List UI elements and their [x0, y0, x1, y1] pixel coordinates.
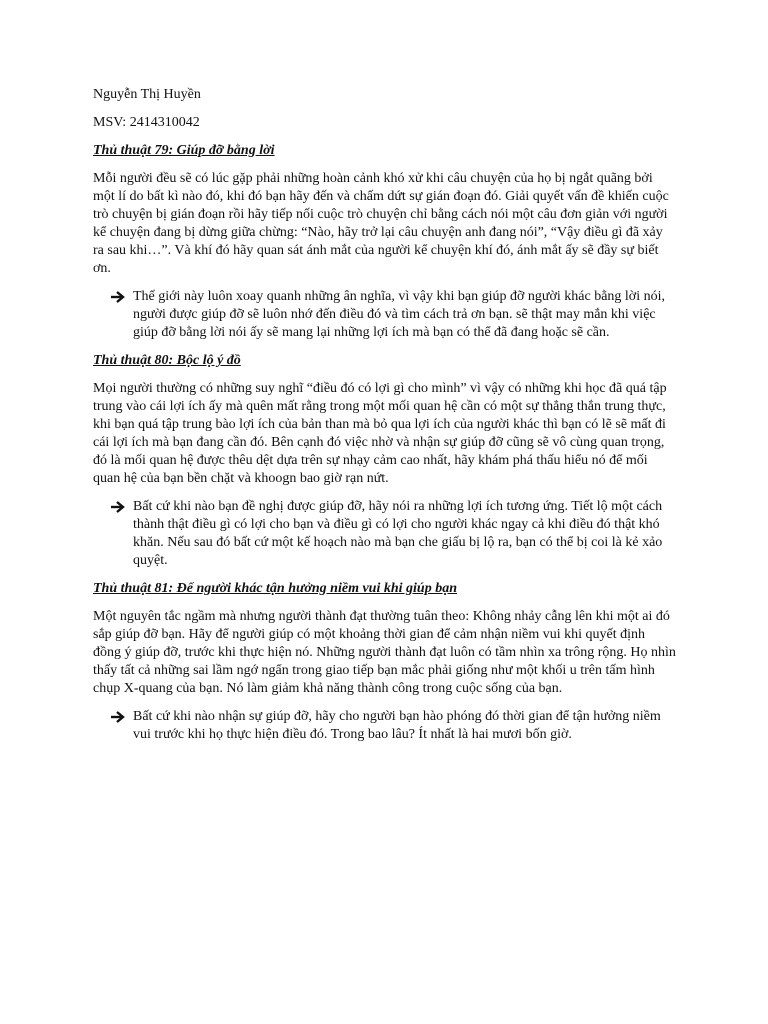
- right-arrow-icon: [110, 708, 126, 726]
- section-heading: Thủ thuật 80: Bộc lộ ý đồ: [93, 353, 241, 368]
- bullet-item: [93, 288, 676, 342]
- section-paragraph: Mỗi người đều sẽ có lúc gặp phải những hoàn cảnh khó xử khi câu chuyện của họ bị ngắt quãng bởi một lí do bất kì nào đó, khi đó bạn hãy đến và chấm dứt sự gián đoạn đó. Giải quyết vấn đề khiến cuộc trò chuyện bị gián đoạn rồi hãy tiếp nối cuộc trò chuyện chỉ bằng cách nói một câu đơn giản với người kể chuyện đang bị dừng giữa chừng: “Nào, hãy trở lại câu chuyện anh đang nói”, “Vậy điều gì đã xảy ra sau khi…”. Và khí đó hãy quan sát ánh mắt của người kể chuyện khí đó, ánh mắt ấy sẽ đầy sự biết ơn.: [93, 171, 669, 276]
- section-heading: Thủ thuật 79: Giúp đỡ bằng lời: [93, 143, 275, 158]
- bullet-item: [93, 498, 676, 570]
- author-name: Nguyễn Thị Huyền: [93, 87, 201, 102]
- right-arrow-icon: [110, 288, 126, 306]
- section-paragraph: Một nguyên tắc ngầm mà nhưng người thành đạt thường tuân theo: Không nhảy cẫng lên khi một ai đó sắp giúp đỡ bạn. Hãy để người giúp có một khoảng thời gian để cảm nhận niềm vui khi quyết định đồng ý giúp đỡ, trước khi thực hiện nó. Những người thành đạt luôn có tầm nhìn xa trông rộng. Họ nhìn thấy tất cả những sai lầm ngớ ngẩn trong giao tiếp bạn mắc phải giống như một khối u trên tấm hình chụp X-quang của bạn. Nó làm giảm khả năng thành công trong cuộc sống của bạn.: [93, 609, 676, 696]
- section-heading: Thủ thuật 81: Để người khác tận hưởng niềm vui khi giúp bạn: [93, 581, 457, 596]
- bullet-text: Thế giới này luôn xoay quanh những ân nghĩa, vì vậy khi bạn giúp đỡ người khác bằng lời nói, người được giúp đỡ sẽ luôn nhớ đến điều đó và tìm cách trả ơn bạn. sẽ thật may mắn khi việc giúp đỡ bằng lời nói ấy sẽ mang lại những lợi ích mà bạn có thể đã đang hoặc sẽ cần.: [133, 289, 665, 340]
- bullet-text: Bất cứ khi nào nhận sự giúp đỡ, hãy cho người bạn hào phóng đó thời gian để tận hưởng niềm vui trước khi họ thực hiện điều đó. Trong bao lâu? Ít nhất là hai mươi bốn giờ.: [133, 709, 661, 742]
- right-arrow-icon: [110, 498, 126, 516]
- section-paragraph: Mọi người thường có những suy nghĩ “điều đó có lợi gì cho mình” vì vậy có những khi học đã quá tập trung vào cái lợi ích ấy mà quên mất rằng trong một mối quan hệ cần có một sự thẳng thắn trung thực, khi bạn quá tập trung bào lợi ích của bản than mà bỏ qua lợi ích của người khác thì bạn có lẽ sẽ mất đi cái lợi ích mà bạn đang cần đó. Bên cạnh đó việc nhờ và nhận sự giúp đỡ cũng sẽ vô cùng quan trọng, đó là mối quan hệ được thêu dệt dựa trên sự nhạy cảm cao nhất, hãy khám phá thấu hiểu nó để mối quan hệ của bạn bền chặt và khoogn bao giờ rạn nứt.: [93, 381, 667, 486]
- student-id: MSV: 2414310042: [93, 115, 200, 130]
- bullet-text: Bất cứ khi nào bạn đề nghị được giúp đỡ, hãy nói ra những lợi ích tương ứng. Tiết lộ một cách thành thật điều gì có lợi cho bạn và điều gì có lợi cho người khác ngay cả khi điều đó thật khó khăn. Nếu sau đó bất cứ một kế hoạch nào mà bạn che giấu bị lộ ra, bạn có thể bị coi là kẻ xảo quyệt.: [133, 499, 663, 568]
- bullet-item: [93, 708, 676, 744]
